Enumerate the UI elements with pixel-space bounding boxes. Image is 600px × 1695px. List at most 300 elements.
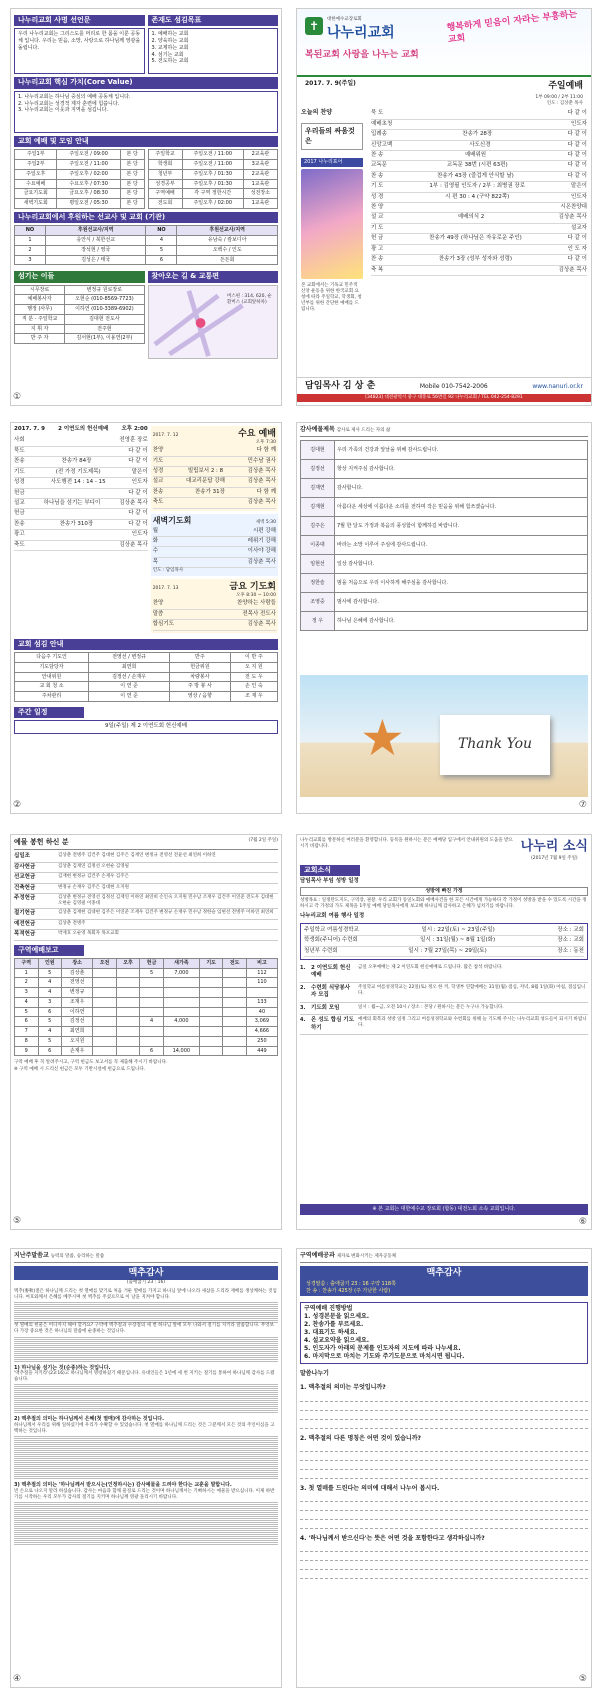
- news-item: [300, 983, 588, 1003]
- page-number: ⑤: [13, 1215, 22, 1226]
- donor-name: 김재연: [301, 479, 335, 498]
- table-cell: 각 구역 정한시간: [182, 189, 243, 199]
- table-row: [301, 574, 588, 593]
- answer-line: [300, 1402, 588, 1411]
- year-label: 2017 나누리표어: [301, 158, 363, 167]
- church-header: [297, 9, 591, 77]
- order-item: [153, 457, 276, 467]
- order-item-cell: 다 같 이: [567, 151, 587, 158]
- offering-type: 십일조: [14, 853, 30, 860]
- answer-line: [300, 1470, 588, 1479]
- table-cell: 차량봉사: [169, 672, 230, 682]
- table-cell: [199, 968, 223, 978]
- event-item: [304, 936, 584, 946]
- sermon-header: 지난주말씀교: [14, 1252, 49, 1259]
- order-item-cell: 예배의식 2: [457, 214, 485, 221]
- table-cell: [116, 1007, 140, 1017]
- weekly-schedule-note: 9일(주일) 제 2 이연도회 헌신예배: [14, 720, 278, 733]
- staff-title: 섬기는 이들: [14, 271, 145, 282]
- answer-line: [300, 1461, 588, 1470]
- order-item: [371, 234, 587, 244]
- group-footer: 구역 예배 후 꼭 알려주시고, 구역 헌금도 보고서를 꼭 제출해 주시기 바랍니다.: [14, 1060, 168, 1066]
- table-row: [15, 1027, 278, 1037]
- order-item-cell: 김상춘 목사: [247, 499, 276, 506]
- thanks-message: 바라는 소망 이루어 주심에 감사드립니다.: [335, 536, 588, 555]
- order-item-cell: 화: [152, 537, 159, 544]
- weekly-schedule-title: 주간 일정: [14, 707, 84, 718]
- study-header-note: 제자로 변화시키는 제자공동체: [336, 1254, 397, 1259]
- table-row: [15, 305, 145, 315]
- order-item-cell: 축도: [14, 541, 25, 548]
- table-cell: 8: [15, 1036, 39, 1046]
- donor-name: 김정선: [301, 460, 335, 479]
- answer-lines: [300, 1543, 588, 1579]
- table-cell: 주일오후 / 02:00: [182, 199, 243, 209]
- table-cell: 기도담당자: [15, 662, 89, 672]
- table-row: [148, 150, 278, 160]
- offering-type: 선교헌금: [14, 874, 36, 881]
- church-website[interactable]: www.nanuri.or.kr: [532, 383, 583, 390]
- order-item-cell: 사도신경: [469, 141, 491, 148]
- event-item-cell: 학생회(주니어) 수련회: [304, 937, 358, 944]
- table-cell: 4: [38, 1027, 62, 1037]
- order-item-cell: 교독문: [371, 162, 387, 169]
- table-cell: [163, 978, 199, 988]
- table-cell: 최연희: [89, 662, 170, 672]
- step-item: 1. 성경본문을 읽으세요.: [304, 1312, 370, 1320]
- order-item-cell: 인도자: [571, 193, 587, 200]
- thanks-message: 범사에 감사합니다.: [335, 593, 588, 612]
- table-cell: 133: [246, 997, 277, 1007]
- answer-line: [300, 1411, 588, 1420]
- table-cell: [116, 978, 140, 988]
- order-item: [14, 489, 148, 499]
- core-value-item: 3. 나누리교회는 이웃과 지역을 섬깁니다.: [18, 107, 108, 114]
- table-cell: 주차관리: [15, 692, 89, 702]
- table-header-cell: 새가족: [163, 958, 199, 968]
- evening-date: 2017. 7. 9: [14, 426, 45, 432]
- table-cell: 5: [140, 968, 164, 978]
- table-cell: [223, 1027, 247, 1037]
- table-row: [15, 672, 278, 682]
- table-cell: 든든회: [177, 255, 278, 265]
- order-item: [14, 530, 148, 540]
- answer-line: [300, 1393, 588, 1402]
- pastor-mobile: Mobile 010-7542-2006: [419, 383, 488, 390]
- order-item-cell: 합심기도: [152, 621, 174, 628]
- order-item: [153, 558, 276, 568]
- order-item-cell: 찬송가 310장: [59, 520, 94, 527]
- thanks-message: 일상 감사합니다.: [335, 555, 588, 574]
- sermon-paragraph: 빈 손으로 나오지 말라 하셨습니다. 감사는 마음과 함께 물질로 드리는 것이며 하나님께서는 기뻐하시는 예물을 받으십니다. 이제 하반기를 시작하는 우리 모두가 감사의 절기를 지키며 하나님께 영광 돌리시기 바랍니다.: [14, 1489, 275, 1501]
- text-lines: [14, 1435, 278, 1479]
- offering-names: 김상춘 변정규 전영선 김정선 김재연 이하연 최연희 손인숙 오지원 민수남 조재우 김건주 이연준 전도우 김대현 오현순 김영필 이종대: [58, 895, 274, 907]
- donor-name: 이종대: [301, 536, 335, 555]
- table-row: [148, 189, 278, 199]
- table-cell: [199, 1027, 223, 1037]
- vision-title: 나누리교회 사명 선언문: [14, 15, 145, 26]
- event-item-cell: 주일학교 여름성경학교: [304, 926, 359, 933]
- order-item: [14, 457, 148, 467]
- table-cell: 직 분 · 주일학교: [15, 314, 65, 324]
- table-cell: 4: [38, 988, 62, 998]
- order-item-cell: 레위기 강해: [247, 537, 276, 544]
- step-item: 2. 찬송가를 부르세요.: [304, 1320, 364, 1328]
- today-hymn-label: 오늘의 찬양: [301, 109, 333, 117]
- event-item-cell: 일시 : 22일(토) ~ 23일(주일): [421, 926, 495, 933]
- table-row: [301, 517, 588, 536]
- table-header-row: [15, 958, 278, 968]
- table-row: [15, 236, 278, 246]
- news-item: [300, 1003, 588, 1015]
- answer-line: [300, 1502, 588, 1511]
- welcome-intro: 나누리교회를 방문하신 여러분을 환영합니다. 등록을 원하시는 분은 예배당 입구에서 안내위원의 도움을 받으시기 바랍니다.: [300, 838, 513, 850]
- question-block: [300, 1535, 588, 1579]
- table-cell: [246, 988, 277, 998]
- table-row: [15, 997, 278, 1007]
- text-lines: [14, 1301, 278, 1323]
- order-item-cell: 맡은이: [131, 468, 148, 475]
- table-cell: 최연희: [62, 1027, 93, 1037]
- table-cell: [93, 978, 117, 988]
- answer-line: [300, 1561, 588, 1570]
- table-cell: 449: [246, 1046, 277, 1056]
- table-cell: 이하연: [62, 1007, 93, 1017]
- event-item-cell: 장소 : 교회: [557, 937, 584, 944]
- table-header-cell: 비고: [246, 958, 277, 968]
- table-cell: 3교육관: [243, 160, 277, 170]
- table-cell: 학생회: [148, 160, 182, 170]
- order-item-cell: 전목사 전도사: [242, 610, 276, 617]
- table-header-cell: NO: [146, 226, 177, 236]
- table-cell: 5: [15, 1007, 39, 1017]
- order-item-cell: 김상춘 목사: [558, 266, 587, 273]
- church-news-title: 교회소식: [300, 865, 360, 876]
- table-cell: 주일오후: [15, 169, 57, 179]
- page-number: ⑦: [578, 799, 587, 810]
- table-cell: [140, 988, 164, 998]
- order-item-cell: 헌 금: [371, 235, 384, 242]
- table-row: [15, 169, 145, 179]
- table-cell: 3: [15, 988, 39, 998]
- table-header-cell: 오전: [93, 958, 117, 968]
- bulletin-page-3: [10, 422, 282, 814]
- table-cell: 전 도 우: [230, 672, 277, 682]
- mission-support-table: [14, 225, 278, 265]
- order-item-cell: 성경: [152, 468, 164, 475]
- order-item-cell: 입례송: [371, 131, 387, 138]
- news-heading: 온 성도 합심 기도하기: [311, 1017, 354, 1031]
- table-cell: 오 지 원: [230, 662, 277, 672]
- order-item-cell: 목: [152, 558, 159, 565]
- study-title: 맥추감사: [300, 1266, 588, 1280]
- order-item-cell: 찬송: [152, 488, 164, 495]
- table-header-cell: 인원: [38, 958, 62, 968]
- table-cell: 손 인 숙: [230, 682, 277, 692]
- event-item-cell: 일시 : 31일(월) ~ 8월 1일(화): [420, 937, 496, 944]
- answer-line: [300, 1520, 588, 1529]
- order-item: [14, 499, 148, 509]
- table-cell: 주일오후 / 02:00: [57, 169, 120, 179]
- table-cell: [93, 997, 117, 1007]
- order-item: [153, 467, 276, 477]
- table-cell: [140, 1036, 164, 1046]
- table-cell: 4: [146, 236, 177, 246]
- table-cell: 주 방 봉 사: [169, 682, 230, 692]
- order-item: [153, 620, 276, 630]
- page-number: ⑤: [578, 1673, 587, 1684]
- table-cell: 1교육관: [243, 199, 277, 209]
- sermon-point: 3) 맥추절의 의미는 '하나님께서 받으시는(인정하시는) 감사예물을 드려야 한다는 교훈을 말합니다.: [14, 1482, 232, 1489]
- study-hymn: 찬 송 : 찬송가 425장 (주 가난한 사람): [306, 1287, 391, 1294]
- worship-table-dept: [148, 149, 279, 209]
- table-header-cell: 구역: [15, 958, 39, 968]
- order-item-cell: 김상춘 목사: [119, 499, 148, 506]
- page-number: ⑥: [578, 1216, 587, 1227]
- donor-name: 김대현: [301, 441, 335, 460]
- table-cell: 헌금위원: [169, 662, 230, 672]
- order-item-cell: 광 고: [371, 245, 384, 252]
- table-cell: 안내위원: [15, 672, 89, 682]
- table-row: [15, 314, 145, 324]
- table-cell: 행정 (사무): [15, 305, 65, 315]
- bus-info: 버스편 : 314, 620, 순환버스 (교회앞하차): [227, 293, 272, 305]
- table-cell: 9: [15, 1046, 39, 1056]
- table-row: [15, 692, 278, 702]
- group-report-table: [14, 958, 278, 1057]
- text-lines: [14, 1336, 278, 1362]
- order-item-cell: 다 함 께: [256, 488, 276, 495]
- sermon-point: 1) 하나님을 섬기는 것(순종)하는 것입니다.: [14, 1364, 111, 1371]
- thanks-message: 우리 가족의 건강과 앞날을 위해 감사드립니다.: [335, 441, 588, 460]
- table-row: [15, 1017, 278, 1027]
- bulletin-page-4: [296, 422, 592, 814]
- answer-line: [300, 1493, 588, 1502]
- offering-row: [14, 884, 278, 894]
- news-date: (2017년 7월 9일 주일): [530, 855, 578, 861]
- table-cell: 구역예배: [148, 189, 182, 199]
- order-item-cell: 다 같 이: [128, 520, 148, 527]
- news-number: 2.: [300, 984, 306, 991]
- table-cell: 주일학교: [148, 150, 182, 160]
- table-cell: 250: [246, 1036, 277, 1046]
- answer-lines: [300, 1493, 588, 1529]
- church-slogan: 복된교회 사랑을 나누는 교회: [305, 50, 419, 60]
- order-item-cell: 헌금: [14, 489, 25, 496]
- order-item-cell: 찬송가 84장: [61, 458, 92, 465]
- church-name: 나누리교회: [327, 25, 395, 41]
- table-cell: 지 휘 자: [15, 324, 65, 334]
- step-item: 3. 대표기도 하세요.: [304, 1329, 358, 1337]
- offering-names: 김상춘 전병주: [58, 920, 86, 926]
- offering-names: 김상춘 김재현 김대현 김주은 이연준 조재우 김건주 변정규 손재우 민수남 정한슬 임현선 전병주 이하연 최연희: [58, 910, 274, 916]
- order-item-cell: 광고: [14, 531, 25, 538]
- sermon-paragraph: 하나님께서 우리를 위해 일하셨기에 우리가 수확할 수 있었습니다. 첫 열매를 하나님께 드리는 것은 그분께서 모든 것의 주인이심을 고백하는 것입니다.: [14, 1423, 275, 1435]
- service-times: 1부 09:00 / 2부 11:00: [535, 95, 583, 101]
- group-report-title: 구역예배보고: [14, 945, 84, 956]
- order-item-cell: 설교자: [571, 224, 587, 231]
- order-item-cell: 찬송가 49장 (하나님은 자유로운 주인): [429, 235, 522, 242]
- news-body: 금일 오후예배는 제 2 이연도회 헌신예배로 드립니다. 많은 참석 바랍니다.: [358, 965, 503, 971]
- core-value-list: [14, 91, 278, 133]
- table-cell: 주일오전 / 11:00: [182, 160, 243, 170]
- table-cell: 6: [15, 1017, 39, 1027]
- table-cell: 오백수 / 인도: [177, 245, 278, 255]
- order-item: [153, 599, 276, 609]
- table-cell: 반주: [169, 653, 230, 663]
- order-item: [371, 203, 587, 213]
- table-cell: 이 연 준: [89, 682, 170, 692]
- table-cell: 본 당: [120, 199, 144, 209]
- location-map: [148, 285, 279, 359]
- study-scripture: 성경말씀 : 출애굽기 23 : 16 구약 118쪽: [306, 1281, 396, 1288]
- table-row: [15, 295, 145, 305]
- order-item-cell: 찬 송: [371, 151, 384, 158]
- order-item-cell: 전영훈 장로: [119, 437, 148, 444]
- news-body: 예배의 회복과 성방 일정 그리고 여름성경학교와 수련회를 위해 늘 기도해 주시는 나누리교회 성도들이 되시기 바랍니다.: [358, 1017, 587, 1029]
- table-cell: [116, 997, 140, 1007]
- order-item-cell: 김상춘 목사: [558, 214, 587, 221]
- service-leader: 인도 : 김상춘 목사: [546, 101, 583, 107]
- order-item-cell: 설교: [152, 478, 164, 485]
- table-row: [15, 1036, 278, 1046]
- offering-type: 목적헌금: [14, 931, 36, 938]
- service-info-table: [14, 652, 278, 702]
- starfish-icon: ★: [360, 709, 405, 767]
- event-item: [304, 947, 584, 957]
- church-note: 본 교회에서는 기독교 민주적 신앙 운동을 위한 한국교회 요청에 따라 주일학교, 학생회, 청년부를 위한 간단한 예배를 드립니다.: [301, 282, 362, 313]
- table-cell: [223, 997, 247, 1007]
- table-row: [148, 160, 278, 170]
- table-cell: [223, 1046, 247, 1056]
- order-item-cell: 말씀: [152, 610, 164, 617]
- table-cell: [223, 978, 247, 988]
- table-cell: 5: [38, 1036, 62, 1046]
- order-item-cell: 인도자: [571, 120, 587, 127]
- evening-order: [14, 436, 148, 551]
- table-cell: 성경공부: [148, 179, 182, 189]
- wed-time: 오후 7:30: [255, 440, 276, 446]
- bulletin-page-6: [296, 834, 592, 1230]
- table-row: [15, 653, 278, 663]
- news-body: 주일학교 여름성경학교는 22일(토) 정오 한 끼, 학생부 연합예배는 31일(월) 점심, 저녁, 8월 1일(화) 아침, 점심입니다.: [358, 984, 586, 996]
- service-date: 2017. 7. 9(주일): [305, 80, 356, 87]
- order-item-cell: 기도: [14, 468, 25, 475]
- order-item-cell: 찬송가 43장 (즐겁게 안식할 날): [437, 172, 514, 179]
- order-item: [14, 509, 148, 519]
- order-item-cell: 찬송가 28장: [462, 131, 493, 138]
- table-row: [15, 662, 278, 672]
- thanks-message: 감사합니다.: [335, 479, 588, 498]
- table-cell: [223, 1017, 247, 1027]
- table-cell: 6: [38, 1046, 62, 1056]
- offering-row: [14, 930, 278, 940]
- table-cell: 김정선 / 손재우: [89, 672, 170, 682]
- order-item: [14, 520, 148, 530]
- steps-title: 구역예배 진행방법: [304, 1304, 353, 1312]
- table-cell: 오현순 (010-8569-7723): [65, 295, 144, 305]
- table-cell: [93, 1036, 117, 1046]
- bulletin-page-7: [10, 1248, 282, 1688]
- mission-text: 우리 나누리교회는 그리스도를 머리로 한 몸을 이룬 공동체 입니다. 우리는 믿음, 소망, 사랑으로 하나님께 영광을 돌립니다.: [14, 28, 145, 74]
- order-item-cell: 다 같 이: [128, 510, 148, 517]
- greeting-card: [440, 715, 550, 775]
- order-item-cell: 예배위원: [464, 151, 487, 158]
- sermon-point: 2) 맥추절의 의미는 하나님께서 은혜(첫 열매)에 감사하는 것입니다.: [14, 1416, 165, 1423]
- table-cell: 평일오전 / 05:30: [57, 199, 120, 209]
- page-number: ④: [13, 1673, 22, 1684]
- page-number: ①: [13, 391, 22, 402]
- table-cell: 2: [15, 978, 39, 988]
- table-row: [15, 255, 278, 265]
- table-cell: 본 당: [120, 160, 144, 170]
- table-cell: 7,000: [163, 968, 199, 978]
- table-header-cell: 오후: [116, 958, 140, 968]
- bulletin-page-5: [10, 834, 282, 1230]
- news-title: 나누리 소식: [520, 839, 588, 854]
- table-cell: [199, 1017, 223, 1027]
- table-cell: [116, 1036, 140, 1046]
- order-item: [371, 120, 587, 130]
- table-cell: 주일오전 / 11:00: [57, 160, 120, 170]
- order-item-cell: 찬 송: [371, 172, 384, 179]
- sermon-paragraph: 맥추(麥秋)절은 하나님께 드리는 첫 열매를 맞기로 처음 거둔 열매를 가지고 하나님 앞에 나오라 새삼을 드리라 재배를 생상케하는 것입니다. 여호와께서 은혜를 베푸시며 첫 맥추를 주셨으므로 이 날을 지켜야 합니다.: [14, 1289, 277, 1301]
- order-item-cell: 설교: [14, 499, 25, 506]
- table-cell: [199, 997, 223, 1007]
- table-cell: 2교육관: [243, 150, 277, 160]
- table-cell: [116, 1046, 140, 1056]
- table-cell: 4: [38, 978, 62, 988]
- order-item-cell: 다 같 이: [567, 110, 587, 117]
- staff-table: [14, 285, 145, 345]
- table-cell: 6: [146, 255, 177, 265]
- sermon-box-title: 우리들의 싸움것은: [301, 123, 363, 150]
- table-cell: 조 재 우: [230, 692, 277, 702]
- table-cell: 3: [15, 255, 46, 265]
- offering-type: 예전헌금: [14, 920, 36, 927]
- table-cell: 주일오후 / 01:30: [182, 179, 243, 189]
- event-item-cell: 장소 : 교회: [557, 926, 584, 933]
- visit-title: 담임목사 부임 성방 일정: [300, 878, 359, 885]
- table-row: [15, 245, 278, 255]
- answer-line: [300, 1443, 588, 1452]
- table-cell: 2교육관: [243, 169, 277, 179]
- bulletin-page-2: [296, 8, 592, 406]
- steps-list: [304, 1313, 584, 1362]
- table-row: [15, 285, 145, 295]
- order-item-cell: 인 도 자: [567, 245, 587, 252]
- table-cell: 성전장소: [243, 189, 277, 199]
- order-item-cell: 인도자: [131, 531, 148, 538]
- news-heading: 기도회 모임: [311, 1004, 340, 1011]
- table-row: [148, 179, 278, 189]
- table-cell: [163, 988, 199, 998]
- table-row: [301, 555, 588, 574]
- order-item-cell: 다 같 이: [567, 172, 587, 179]
- table-cell: 14,000: [163, 1046, 199, 1056]
- table-row: [15, 199, 145, 209]
- table-cell: [93, 1027, 117, 1037]
- core-value-item: 2. 나누리교회는 성경적 제자 훈련에 힘씁니다.: [18, 100, 120, 107]
- summer-events-list: [300, 923, 588, 960]
- table-header-cell: 전도: [223, 958, 247, 968]
- purpose-item: 3. 교제하는 교회: [151, 44, 189, 51]
- pastor-name: 담임목사 김 상 춘: [305, 381, 376, 391]
- table-cell: 3: [38, 997, 62, 1007]
- year-banner-image: [301, 169, 363, 279]
- order-item: [371, 161, 587, 171]
- order-item-cell: (전 가정 기도제목): [55, 468, 101, 475]
